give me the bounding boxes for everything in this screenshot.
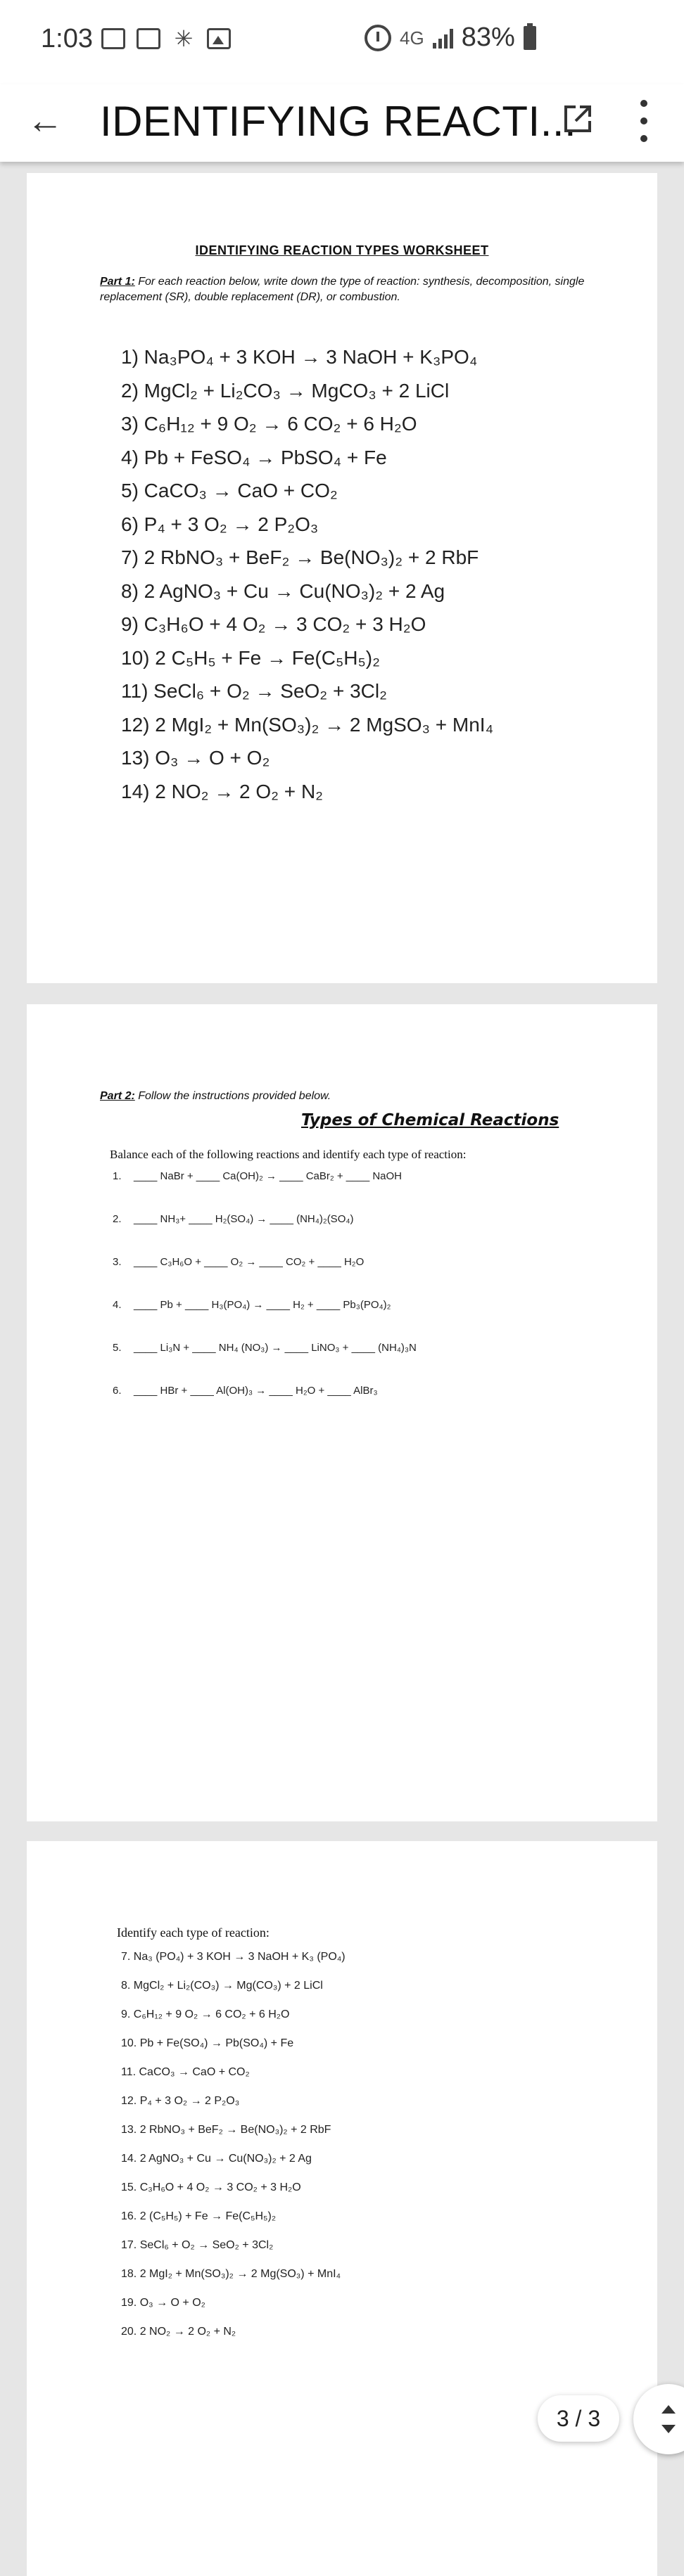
signal-icon [433, 27, 453, 49]
line-equation: ____ HBr + ____ Al(OH)₃ → ____ H₂O + ____ AlBr₃ [134, 1385, 378, 1397]
open-external-icon[interactable] [560, 101, 595, 136]
arrow-left-icon[interactable]: ← [27, 101, 63, 141]
line-number: 5. [113, 1342, 122, 1354]
line-number: 6. [113, 1385, 122, 1397]
identify-line: 9. C₆H₁₂ + 9 O₂ → 6 CO₂ + 6 H₂O [121, 2008, 290, 2020]
more-vert-icon[interactable] [637, 100, 651, 142]
line-equation: ____ NaBr + ____ Ca(OH)₂ → ____ CaBr₂ + ____ NaOH [134, 1170, 403, 1182]
equation: 11) SeCl₆ + O₂ → SeO₂ + 3Cl₂ [121, 680, 387, 702]
identify-line: 14. 2 AgNO₃ + Cu → Cu(NO₃)₂ + 2 Ag [121, 2153, 312, 2165]
balance-line [113, 1256, 417, 1299]
balance-line [113, 1170, 417, 1213]
status-bar [0, 0, 684, 84]
image-icon [207, 28, 231, 49]
part1-label: Part 1: [100, 276, 135, 288]
sparkle-icon: ✳ [174, 26, 194, 51]
line-equation: ____ Li₃N + ____ NH₄ (NO₃) → ____ LiNO₃ + ____ (NH₄)₃N [134, 1342, 417, 1354]
gallery-notification-icon [137, 28, 160, 49]
part2-text: Follow the instructions provided below. [134, 1090, 331, 1102]
document-page-1 [27, 173, 657, 983]
identify-line: 16. 2 (C₅H₅) + Fe → Fe(C₅H₅)₂ [121, 2210, 277, 2222]
document-page-2 [27, 1004, 657, 1821]
line-number: 1. [113, 1170, 122, 1182]
equation: 13) O₃ → O + O₂ [121, 747, 270, 769]
identify-line: 11. CaCO₃ → CaO + CO₂ [121, 2066, 250, 2078]
equation: 7) 2 RbNO₃ + BeF₂ → Be(NO₃)₂ + 2 RbF [121, 546, 479, 568]
equation: 10) 2 C₅H₅ + Fe → Fe(C₅H₅)₂ [121, 646, 380, 669]
identify-line: 19. O₃ → O + O₂ [121, 2297, 205, 2309]
battery-percent: 83% [461, 23, 515, 52]
system-indicators [365, 23, 536, 53]
identify-line: 10. Pb + Fe(SO₄) → Pb(SO₄) + Fe [121, 2037, 294, 2049]
equation: 1) Na₃PO₄ + 3 KOH → 3 NaOH + K₃PO₄ [121, 346, 478, 368]
equation: 14) 2 NO₂ → 2 O₂ + N₂ [121, 780, 324, 802]
battery-icon [524, 26, 536, 50]
identify-list [121, 1951, 346, 2354]
alarm-icon [365, 25, 391, 51]
balance-line [113, 1213, 417, 1256]
identify-line: 15. C₃H₆O + 4 O₂ → 3 CO₂ + 3 H₂O [121, 2181, 301, 2193]
part2-instructions [100, 1090, 331, 1103]
document-title: IDENTIFYING REACTI... [100, 98, 577, 145]
line-equation: ____ C₃H₆O + ____ O₂ → ____ CO₂ + ____ H₂O [134, 1256, 365, 1268]
equation: 4) Pb + FeSO₄ → PbSO₄ + Fe [121, 446, 387, 468]
network-type: 4G [400, 27, 424, 49]
part1-text: For each reaction below, write down the type of reaction: synthesis, decomposition, single replacement (SR), double replacement (DR), or combustion. [100, 276, 585, 303]
identify-line: 13. 2 RbNO₃ + BeF₂ → Be(NO₃)₂ + 2 RbF [121, 2124, 331, 2136]
status-time: 1:03 [41, 24, 93, 53]
balance-instruction: Balance each of the following reactions and identify each type of reaction: [110, 1148, 467, 1161]
notification-icons [101, 28, 231, 49]
types-of-reactions-title: Types of Chemical Reactions [301, 1111, 559, 1129]
identify-line: 12. P₄ + 3 O₂ → 2 P₂O₃ [121, 2095, 240, 2107]
balance-line [113, 1299, 417, 1342]
identify-line: 18. 2 MgI₂ + Mn(SO₃)₂ → 2 Mg(SO₃) + MnI₄ [121, 2268, 341, 2280]
document-page-3 [27, 1841, 657, 2576]
line-number: 3. [113, 1256, 122, 1268]
identify-line: 20. 2 NO₂ → 2 O₂ + N₂ [121, 2326, 236, 2338]
part2-label: Part 2: [100, 1090, 135, 1102]
equation-list [121, 340, 493, 808]
line-number: 2. [113, 1213, 122, 1225]
balance-line [113, 1342, 417, 1385]
equation: 12) 2 MgI₂ + Mn(SO₃)₂ → 2 MgSO₃ + MnI₄ [121, 713, 494, 736]
worksheet-title: IDENTIFYING REACTION TYPES WORKSHEET [195, 243, 489, 257]
equation: 8) 2 AgNO₃ + Cu → Cu(NO₃)₂ + 2 Ag [121, 579, 445, 602]
identify-line: 17. SeCl₆ + O₂ → SeO₂ + 3Cl₂ [121, 2239, 274, 2251]
page-indicator: 3 / 3 [538, 2395, 619, 2442]
equation: 3) C₆H₁₂ + 9 O₂ → 6 CO₂ + 6 H₂O [121, 413, 417, 435]
line-equation: ____ Pb + ____ H₃(PO₄) → ____ H₂ + ____ Pb₃(PO₄)₂ [134, 1299, 391, 1311]
app-bar [0, 84, 684, 162]
balance-line [113, 1385, 417, 1428]
identify-line: 7. Na₃ (PO₄) + 3 KOH → 3 NaOH + K₃ (PO₄) [121, 1951, 346, 1963]
equation: 6) P₄ + 3 O₂ → 2 P₂O₃ [121, 513, 319, 535]
line-number: 4. [113, 1299, 122, 1311]
identify-instruction: Identify each type of reaction: [117, 1925, 270, 1940]
gallery-notification-icon [101, 28, 125, 49]
part1-instructions [100, 274, 607, 305]
balance-list [113, 1170, 417, 1428]
equation: 2) MgCl₂ + Li₂CO₃ → MgCO₃ + 2 LiCl [121, 379, 450, 402]
equation: 9) C₃H₆O + 4 O₂ → 3 CO₂ + 3 H₂O [121, 613, 426, 635]
line-equation: ____ NH₃+ ____ H₂(SO₄) → ____ (NH₄)₂(SO₄) [134, 1213, 354, 1225]
identify-line: 8. MgCl₂ + Li₂(CO₃) → Mg(CO₃) + 2 LiCl [121, 1980, 323, 1992]
equation: 5) CaCO₃ → CaO + CO₂ [121, 480, 338, 501]
